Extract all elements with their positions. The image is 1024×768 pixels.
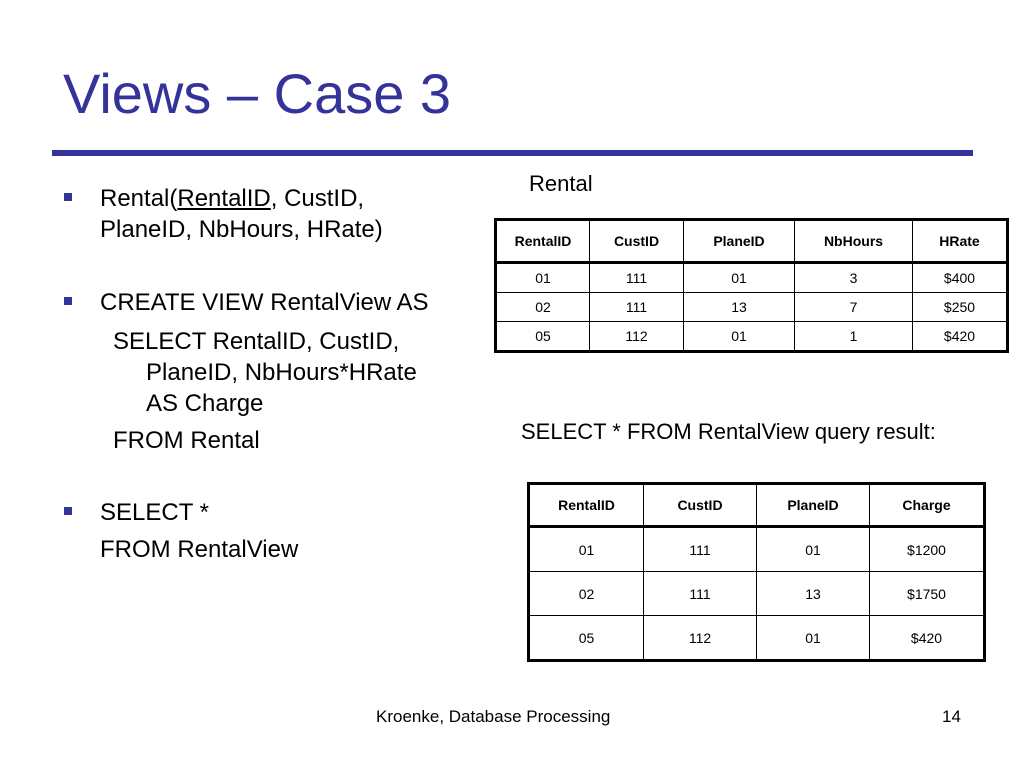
column-header: CustID xyxy=(644,484,757,527)
query-result-table xyxy=(527,482,986,662)
column-header: PlaneID xyxy=(757,484,870,527)
table-row xyxy=(496,293,1008,322)
table-row xyxy=(529,572,985,616)
rental-table xyxy=(494,218,1009,353)
table-cell: 01 xyxy=(684,263,795,293)
bullet-marker-1 xyxy=(64,193,72,201)
table-cell: 3 xyxy=(795,263,913,293)
table-cell: 01 xyxy=(684,322,795,352)
table-cell: $420 xyxy=(913,322,1008,352)
column-header: NbHours xyxy=(795,220,913,263)
bullet-marker-3 xyxy=(64,507,72,515)
column-header: CustID xyxy=(590,220,684,263)
table-cell: 112 xyxy=(644,616,757,661)
bullet-3-line-2: FROM RentalView xyxy=(100,536,299,563)
table-cell: 02 xyxy=(496,293,590,322)
slide-title: Views – Case 3 xyxy=(63,62,452,125)
table-cell: $1200 xyxy=(870,527,985,572)
column-header: RentalID xyxy=(496,220,590,263)
table-cell: $420 xyxy=(870,616,985,661)
column-header: PlaneID xyxy=(684,220,795,263)
bullet-1-line-1 xyxy=(100,184,364,214)
table-row xyxy=(496,322,1008,352)
table-row xyxy=(496,263,1008,293)
column-header: Charge xyxy=(870,484,985,527)
table-cell: 01 xyxy=(757,616,870,661)
table-cell: $400 xyxy=(913,263,1008,293)
table-cell: 7 xyxy=(795,293,913,322)
bullet-2-line-2: SELECT RentalID, CustID, xyxy=(113,328,400,355)
table-header-row xyxy=(529,484,985,527)
table-cell: 01 xyxy=(529,527,644,572)
table-cell: 111 xyxy=(590,263,684,293)
table-cell: $250 xyxy=(913,293,1008,322)
bullet-marker-2 xyxy=(64,297,72,305)
table-cell: 01 xyxy=(757,527,870,572)
bullet-1-line-2: PlaneID, NbHours, HRate) xyxy=(100,216,383,243)
column-header: HRate xyxy=(913,220,1008,263)
bullet-2-line-1: CREATE VIEW RentalView AS xyxy=(100,289,429,316)
bullet-2-line-5: FROM Rental xyxy=(113,427,260,454)
table-cell: 02 xyxy=(529,572,644,616)
table-header-row xyxy=(496,220,1008,263)
table-cell: $1750 xyxy=(870,572,985,616)
table-row xyxy=(529,616,985,661)
column-header: RentalID xyxy=(529,484,644,527)
table-cell: 05 xyxy=(496,322,590,352)
table-cell: 111 xyxy=(644,572,757,616)
table-cell: 05 xyxy=(529,616,644,661)
table-cell: 01 xyxy=(496,263,590,293)
table-cell: 13 xyxy=(757,572,870,616)
rental-primary-key: RentalID xyxy=(177,185,271,212)
rental-table-caption: Rental xyxy=(529,171,593,196)
rental-prefix: Rental( xyxy=(100,185,178,212)
table-row xyxy=(529,527,985,572)
title-underline-rule xyxy=(52,150,973,156)
table-cell: 111 xyxy=(644,527,757,572)
page-number: 14 xyxy=(942,707,961,726)
table-cell: 112 xyxy=(590,322,684,352)
footer-source: Kroenke, Database Processing xyxy=(376,707,611,726)
table-cell: 111 xyxy=(590,293,684,322)
bullet-2-line-4: AS Charge xyxy=(146,390,264,417)
table-cell: 1 xyxy=(795,322,913,352)
bullet-3-line-1: SELECT * xyxy=(100,499,209,526)
bullet-2-line-3: PlaneID, NbHours*HRate xyxy=(146,359,417,386)
rental-rest: , CustID, xyxy=(270,185,365,212)
query-result-caption: SELECT * FROM RentalView query result: xyxy=(521,419,936,444)
table-cell: 13 xyxy=(684,293,795,322)
